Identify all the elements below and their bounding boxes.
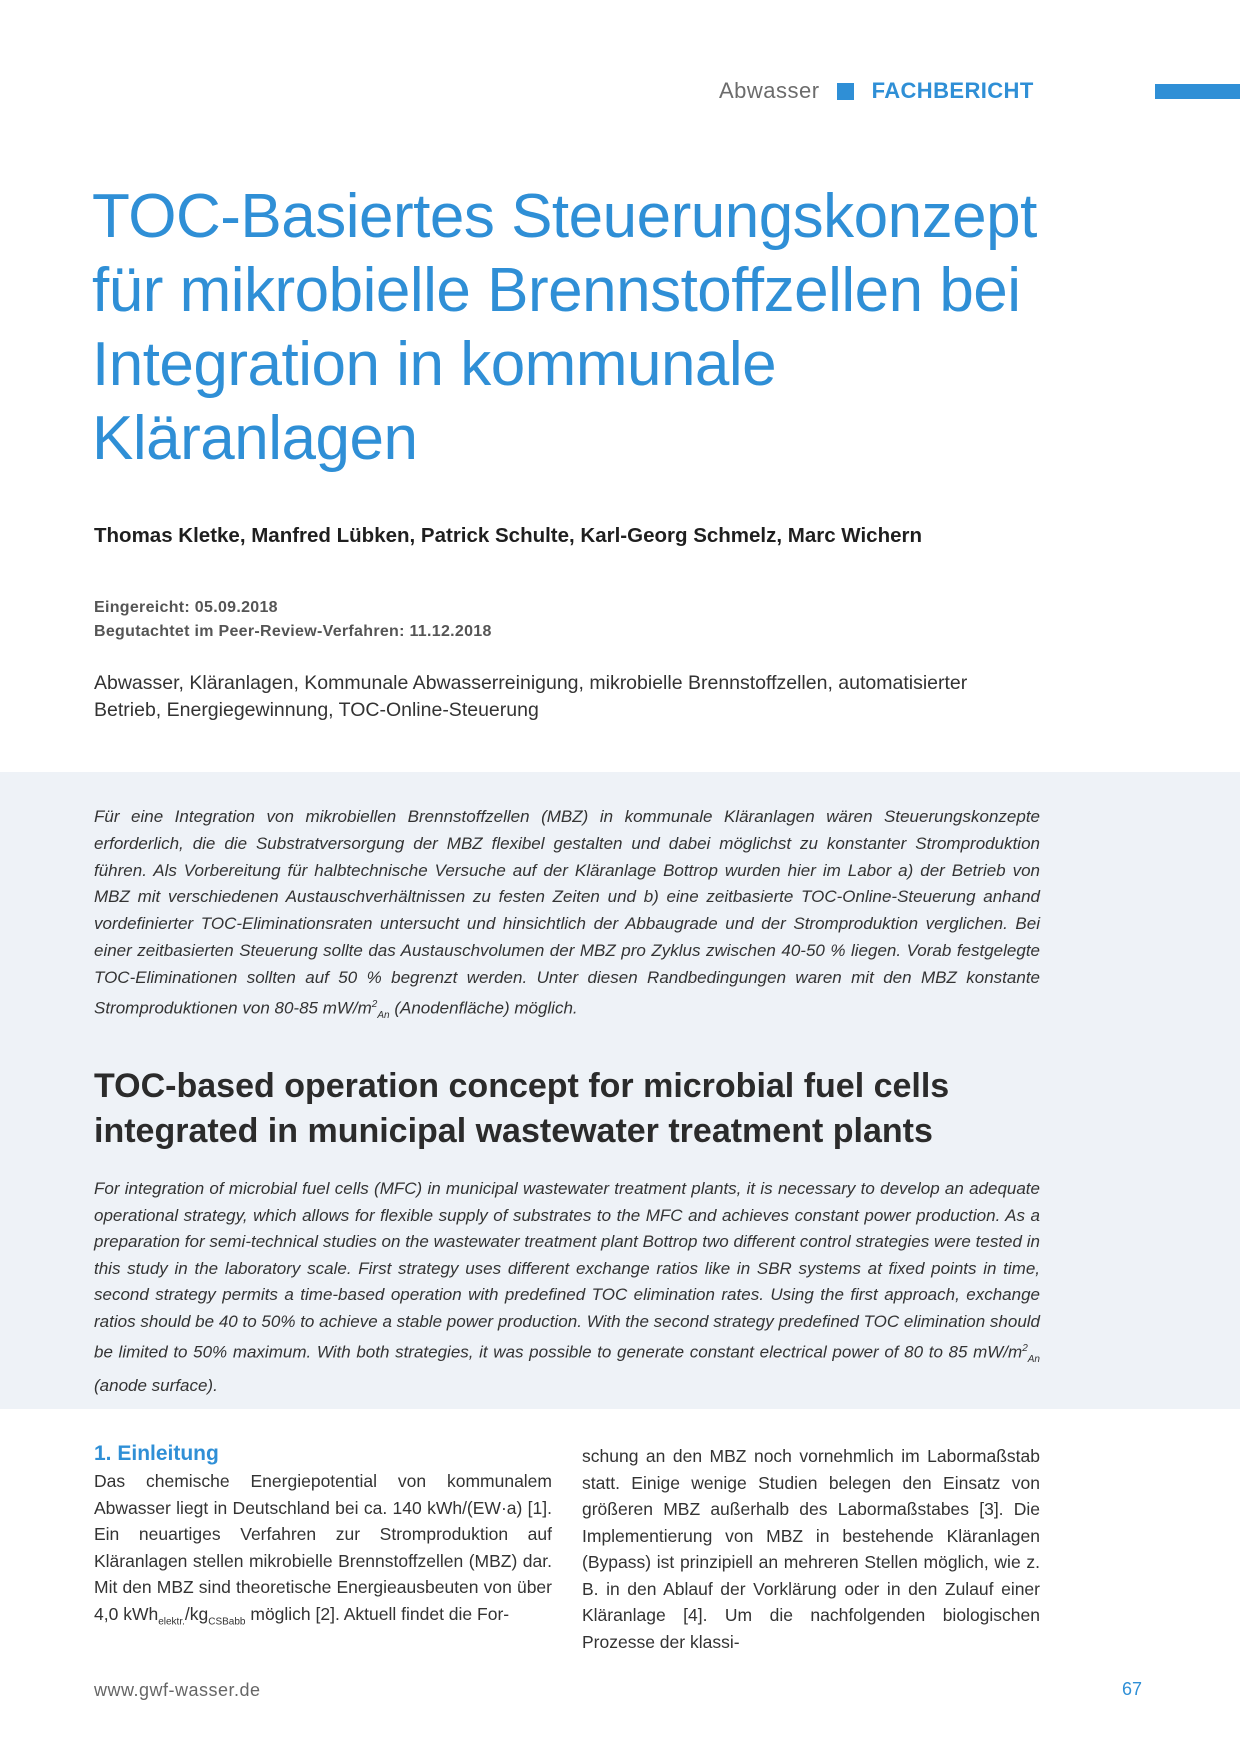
abstract-german — [94, 804, 1040, 1029]
section-heading: 1. Einleitung — [94, 1442, 219, 1465]
running-header — [719, 78, 1034, 104]
body-text: /kg — [184, 1603, 209, 1624]
unit-subscript: An — [1027, 1353, 1040, 1365]
article-title: TOC-Basiertes Steuerungskonzept für mikrobielle Brennstoffzellen bei Integration in kommunale Kläranlagen — [92, 182, 1037, 473]
submission-dates — [94, 596, 492, 644]
abstract-german-text: Für eine Integration von mikrobiellen Brennstoffzellen (MBZ) in kommunale Kläranlagen wären Steuerungskonzepte erforderlich, die die Substratversorgung der MBZ flexibel gestalten und dabei möglichst zu konstanter Stromproduktion führen. Als Vorbereitung für halbtechnische Versuche auf der Kläranlage Bottrop wurden hier im Labor a) der Betrieb von MBZ mit verschiedenen Austauschverhältnissen zu festen Zeiten und b) eine zeitbasierte TOC-Online-Steuerung anhand vordefinierter TOC-Eliminationsraten untersucht und hinsichtlich der Abbaugrade und der Stromproduktion verglichen. Bei einer zeitbasierten Steuerung sollte das Austauschvolumen der MBZ pro Zyklus zwischen 40-50 % liegen. Vorab festgelegte TOC-Eliminationen sollten auf 50 % begrenzt werden. Unter diesen Randbedingungen waren mit den MBZ konstante Stromproduktionen von 80-85 mW/m — [94, 807, 1040, 1018]
english-title: TOC-based operation concept for microbial fuel cells integrated in municipal wastewater treatment plants — [94, 1067, 950, 1150]
unit-superscript: 2 — [371, 998, 378, 1010]
abstract-english — [94, 1176, 1040, 1400]
subscript: elektr. — [158, 1616, 185, 1627]
footer-url: www.gwf-wasser.de — [94, 1680, 261, 1700]
reviewed-date: Begutachtet im Peer-Review-Verfahren: 11.12.2018 — [94, 623, 492, 640]
header-section-label: Abwasser — [719, 78, 820, 103]
corner-accent-bar — [1155, 84, 1240, 99]
unit-subscript: An — [377, 1009, 390, 1021]
body-column-left — [94, 1440, 552, 1636]
page-number: 67 — [1122, 1679, 1143, 1699]
body-text: Das chemische Energiepotential von kommunalem Abwasser liegt in Deutschland bei ca. 140 kWh/(EW·a) [1]. Ein neuartiges Verfahren zur Stromproduktion auf Kläranlagen stellen mikrobielle Brennstoffzellen (MBZ) dar. Mit den MBZ sind theoretische Energieausbeuten von über 4,0 kWh — [94, 1471, 552, 1624]
submitted-date: Eingereicht: 05.09.2018 — [94, 599, 278, 616]
article-authors: Thomas Kletke, Manfred Lübken, Patrick Schulte, Karl-Georg Schmelz, Marc Wichern — [94, 524, 922, 547]
abstract-english-tail: (anode surface). — [94, 1376, 218, 1396]
abstract-english-text: For integration of microbial fuel cells (MFC) in municipal wastewater treatment plants, it is necessary to develop an adequate operational strategy, which allows for flexible supply of substrates to the MFC and achieves constant power production. As a preparation for semi-technical studies on the wastewater treatment plant Bottrop two different control strategies were tested in this study in the laboratory scale. First strategy uses different exchange ratios like in SBR systems at fixed points in time, second strategy permits a time-based operation with predefined TOC elimination rates. Using the first approach, exchange ratios should be 40 to 50% to achieve a stable power production. With the second strategy predefined TOC elimination should be limited to 50% maximum. With both strategies, it was possible to generate constant electrical power of 80 to 85 mW/m — [94, 1179, 1040, 1362]
subscript: CSBabb — [208, 1616, 246, 1627]
keywords: Abwasser, Kläranlagen, Kommunale Abwasserreinigung, mikrobielle Brennstoffzellen, automatisierter Betrieb, Energiegewinnung, TOC-Online-Steuerung — [94, 672, 968, 721]
unit-superscript: 2 — [1022, 1342, 1028, 1354]
body-column-right: schung an den MBZ noch vornehmlich im Labormaßstab statt. Einige wenige Studien belegen den Einsatz von größeren MBZ außerhalb des Labormaßstabes [3]. Die Implementierung von MBZ in bestehende Kläranlagen (Bypass) ist prinzipiell an mehreren Stellen möglich, wie z. B. in den Ablauf der Vorklärung oder in den Zulauf einer Kläranlage [4]. Um die nachfolgenden biologischen Prozesse der klassi- — [582, 1446, 1040, 1652]
header-square-icon — [837, 83, 854, 100]
header-article-type: FACHBERICHT — [871, 78, 1034, 103]
body-text: möglich [2]. Aktuell findet die For- — [245, 1603, 510, 1624]
abstract-german-tail: (Anodenfläche) möglich. — [389, 998, 578, 1018]
